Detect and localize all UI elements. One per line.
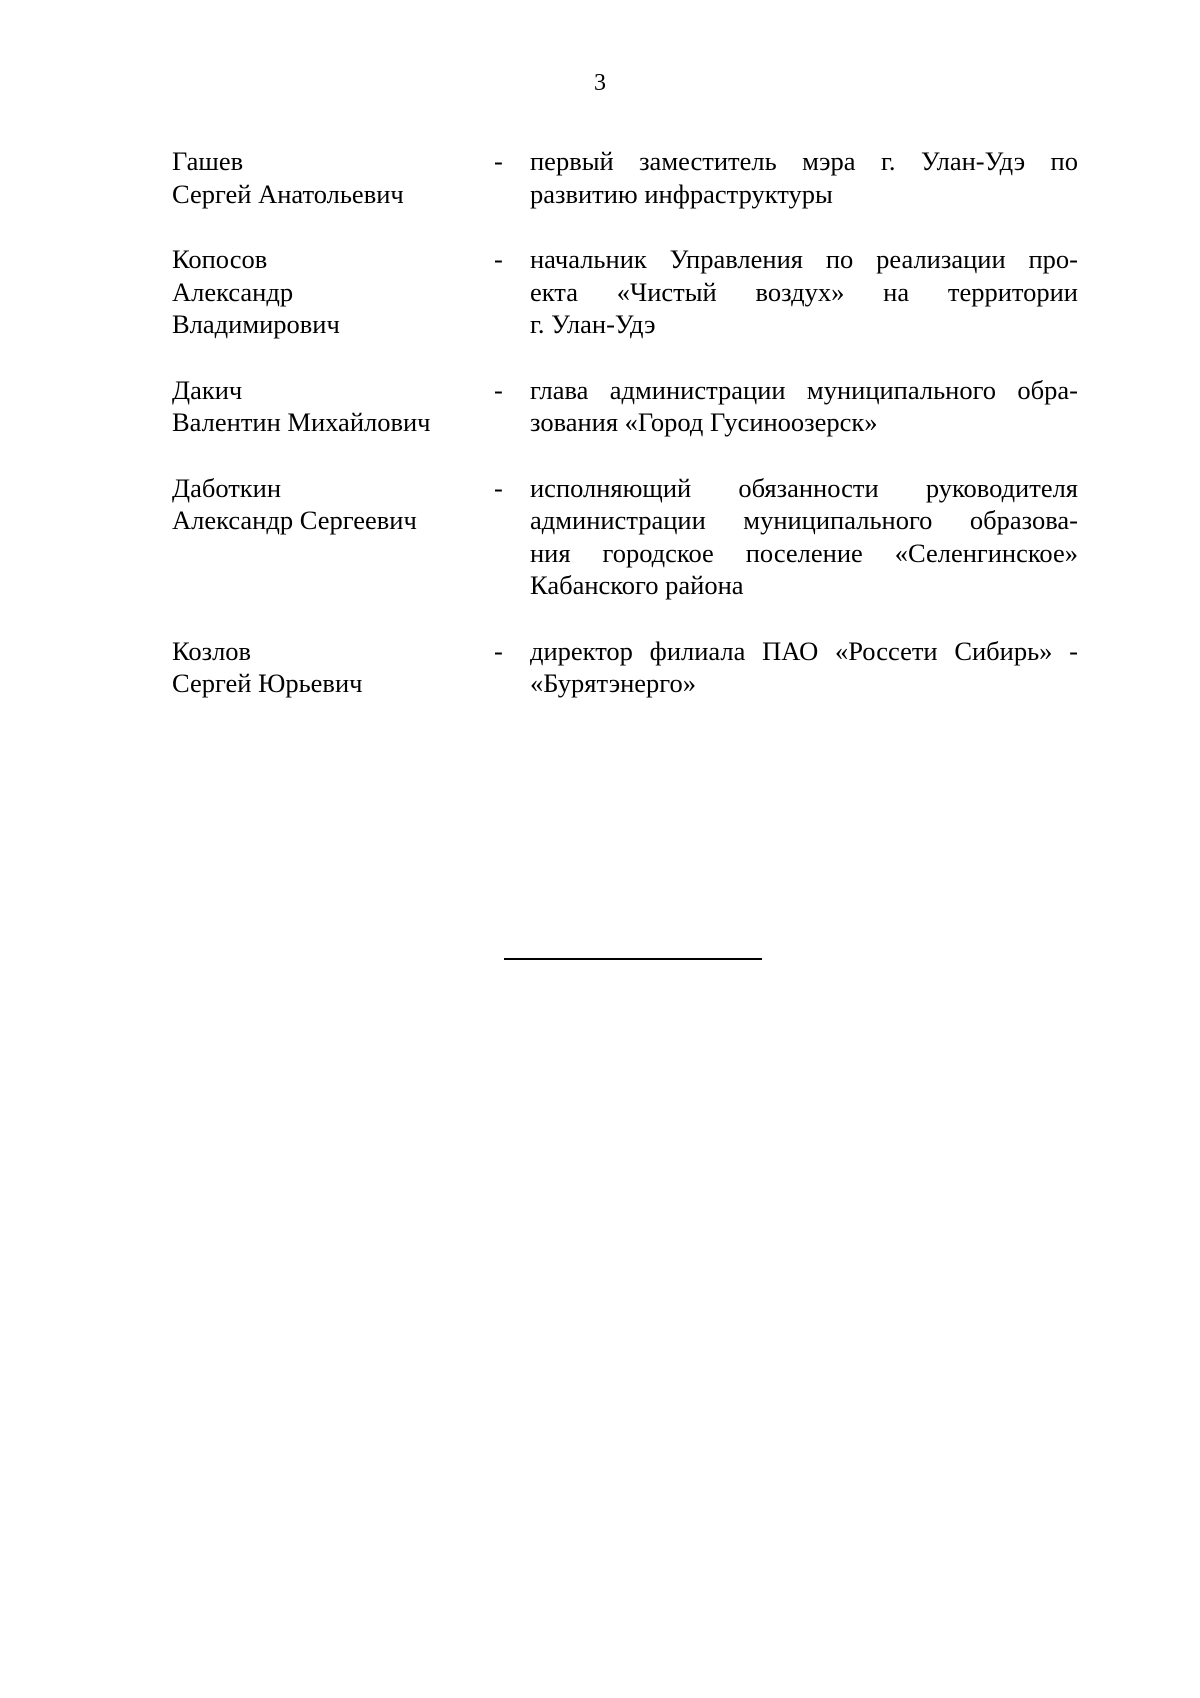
- member-entry: [172, 635, 1078, 700]
- entry-dash: -: [494, 244, 503, 274]
- member-given-names: Сергей Анатольевич: [172, 178, 404, 209]
- member-list: [172, 145, 1078, 733]
- position-line: директор филиала ПАО «Россети Сибирь» -: [530, 635, 1078, 666]
- position-line: г. Улан-Удэ: [530, 309, 656, 339]
- member-position: [530, 472, 1078, 602]
- position-line: исполняющий обязанности руководителя: [530, 472, 1078, 503]
- member-name: [172, 243, 492, 341]
- position-line: первый заместитель мэра г. Улан-Удэ по: [530, 146, 1078, 176]
- position-line: развитию инфраструктуры: [530, 178, 833, 209]
- member-given-names: Валентин Михайлович: [172, 407, 431, 437]
- member-surname: Копосов: [172, 244, 268, 274]
- member-surname: Козлов: [172, 635, 252, 666]
- member-name: [172, 472, 492, 537]
- entry-dash: -: [494, 146, 503, 176]
- member-name: [172, 145, 492, 210]
- entry-dash: -: [494, 472, 503, 503]
- member-entry: [172, 374, 1078, 439]
- member-position: [530, 374, 1078, 439]
- member-patronymic: Владимирович: [172, 309, 340, 339]
- position-line: глава администрации муниципального обра-: [530, 374, 1078, 405]
- page-number: 3: [594, 70, 606, 96]
- member-surname: Даботкин: [172, 472, 282, 503]
- member-surname: Дакич: [172, 374, 243, 405]
- entry-dash: -: [494, 635, 503, 666]
- member-name: [172, 374, 492, 439]
- end-of-document-rule: [504, 958, 762, 960]
- member-given-names: Александр Сергеевич: [172, 505, 417, 535]
- position-line: начальник Управления по реализации про-: [530, 244, 1078, 274]
- member-entry: [172, 145, 1078, 210]
- position-line: администрации муниципального образова-: [530, 505, 1078, 535]
- member-name: [172, 635, 492, 700]
- position-line: зования «Город Гусиноозерск»: [530, 407, 878, 437]
- member-entry: [172, 243, 1078, 341]
- position-line: ния городское поселение «Селенгинское»: [530, 537, 1078, 568]
- member-position: [530, 243, 1078, 341]
- member-given-name: Александр: [172, 276, 294, 307]
- member-surname: Гашев: [172, 146, 244, 176]
- entry-dash: -: [494, 374, 503, 405]
- position-line: екта «Чистый воздух» на территории: [530, 276, 1078, 307]
- member-given-names: Сергей Юрьевич: [172, 668, 363, 698]
- member-entry: [172, 472, 1078, 602]
- position-line: «Бурятэнерго»: [530, 668, 697, 698]
- member-position: [530, 145, 1078, 210]
- member-position: [530, 635, 1078, 700]
- position-line: Кабанского района: [530, 570, 744, 600]
